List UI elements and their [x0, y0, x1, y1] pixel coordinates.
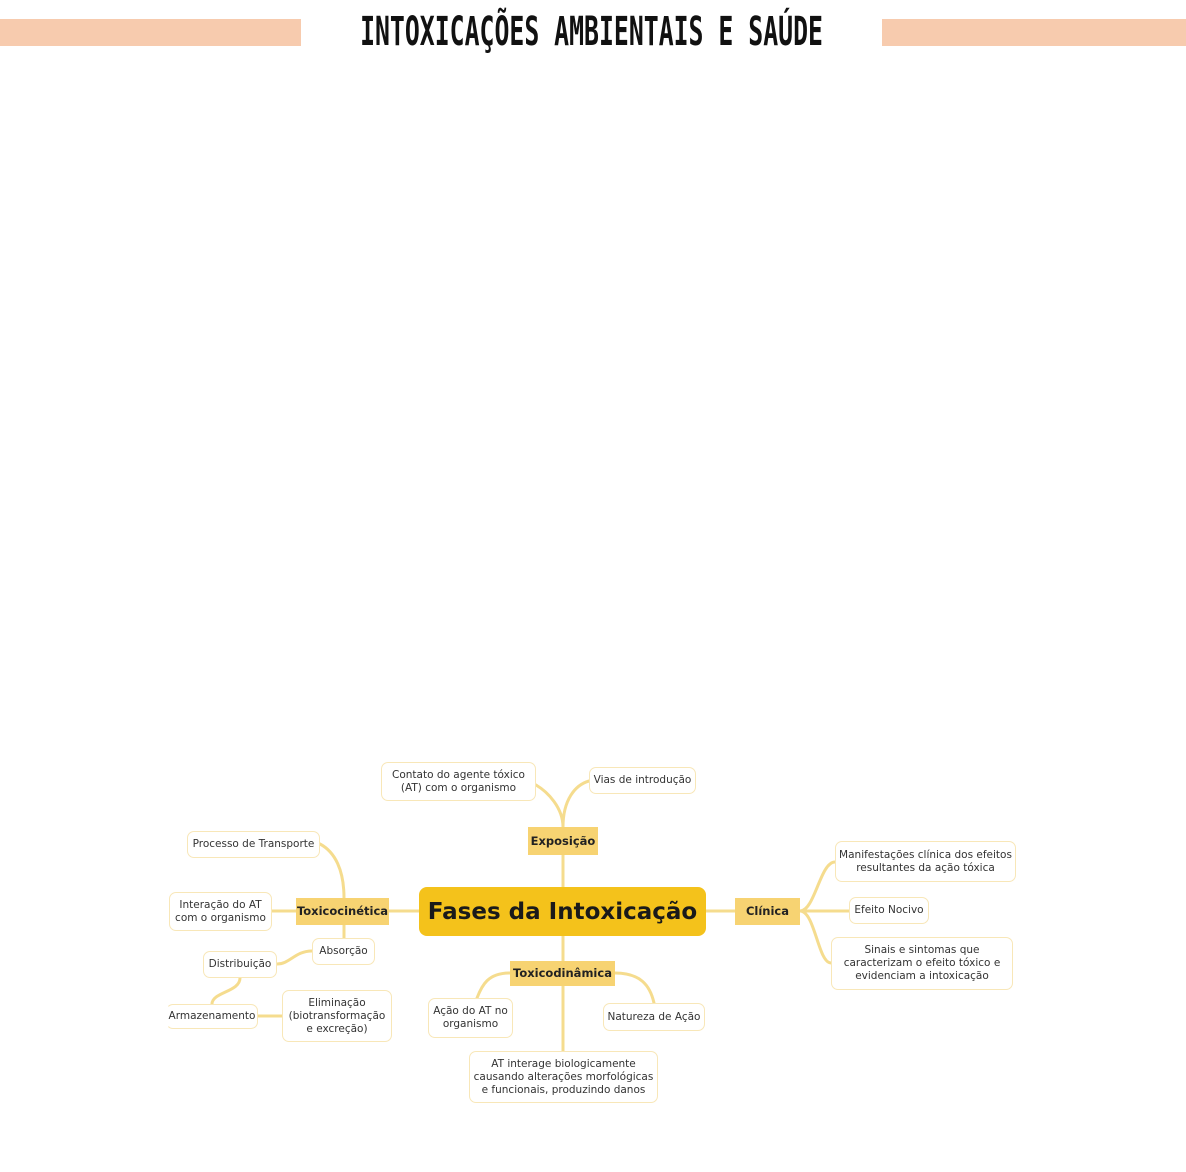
branch-toxicocinetica: Toxicocinética	[296, 898, 389, 925]
leaf-processo-transporte: Processo de Transporte	[187, 831, 320, 858]
leaf-natureza-acao: Natureza de Ação	[603, 1003, 705, 1031]
edge-exposicao-vias	[563, 781, 589, 827]
center-node: Fases da Intoxicação	[419, 887, 706, 936]
leaf-at-interage: AT interage biologicamente causando alterações morfológicas e funcionais, produzindo danos	[469, 1051, 658, 1103]
leaf-vias-introducao: Vias de introdução	[589, 767, 696, 794]
page-title: INTOXICAÇÕES AMBIENTAIS E SAÚDE	[360, 9, 823, 55]
leaf-efeito-nocivo: Efeito Nocivo	[849, 897, 929, 924]
edge-absorcao-distribuicao	[277, 951, 312, 964]
edge-clinica-sinais	[800, 911, 831, 963]
leaf-distribuicao: Distribuição	[203, 951, 277, 978]
branch-clinica: Clínica	[735, 898, 800, 925]
edge-toxicodinamica-natureza	[615, 973, 654, 1003]
leaf-sinais-sintomas: Sinais e sintomas que caracterizam o efeito tóxico e evidenciam a intoxicação	[831, 937, 1013, 990]
branch-exposicao: Exposição	[528, 827, 598, 855]
edge-toxicodinamica-acao	[477, 973, 510, 998]
leaf-interacao-at: Interação do AT com o organismo	[169, 892, 272, 931]
leaf-eliminacao: Eliminação (biotransformação e excreção)	[282, 990, 392, 1042]
branch-toxicodinamica: Toxicodinâmica	[510, 961, 615, 986]
edge-exposicao-contato	[536, 785, 563, 827]
leaf-armazenamento: Armazenamento	[166, 1004, 258, 1029]
leaf-manifestacoes-clinicas: Manifestações clínica dos efeitos resultantes da ação tóxica	[835, 841, 1016, 882]
leaf-contato-agente: Contato do agente tóxico (AT) com o organismo	[381, 762, 536, 801]
edge-distribuicao-armazenamento	[212, 978, 240, 1004]
leaf-acao-at: Ação do AT no organismo	[428, 998, 513, 1038]
leaf-absorcao: Absorção	[312, 938, 375, 965]
edge-clinica-manifestacoes	[800, 862, 835, 911]
edge-toxicocinetica-processo	[320, 844, 344, 898]
